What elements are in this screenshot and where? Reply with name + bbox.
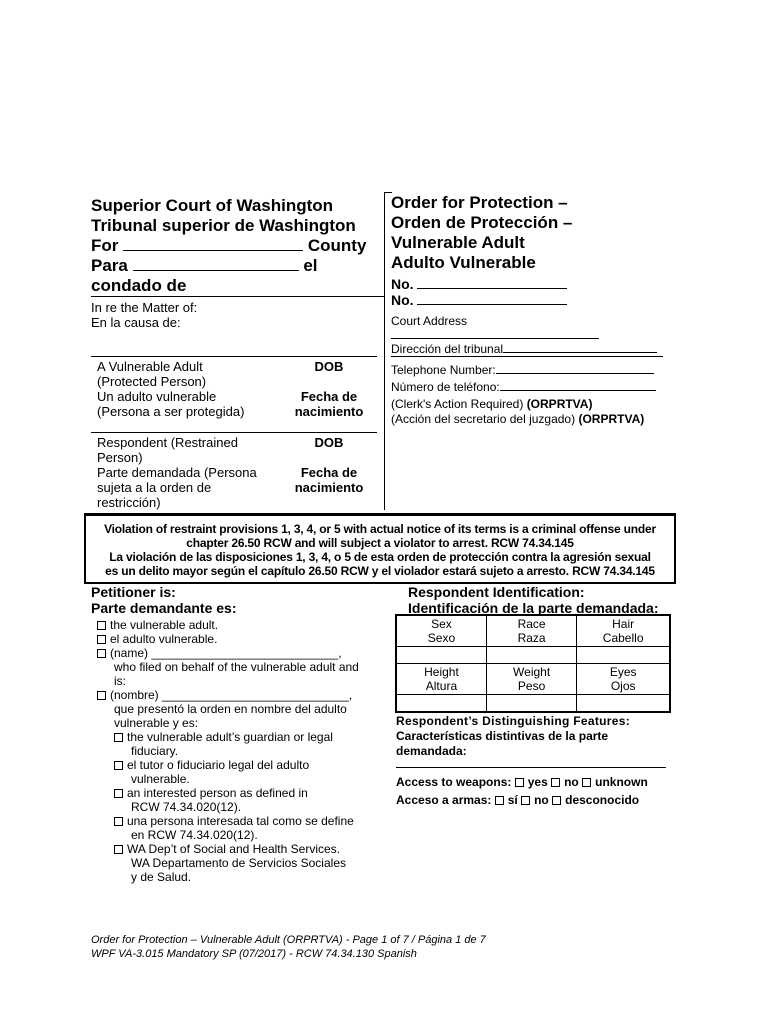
- eyes-value[interactable]: [577, 695, 670, 713]
- respondent-id-title: [408, 584, 659, 616]
- sub-option-interested[interactable]: an interested person as defined in: [97, 786, 377, 800]
- case-number-es: No.: [391, 292, 567, 308]
- court-line-2: Tribunal superior de Washington: [91, 216, 356, 235]
- header-divider: [384, 192, 385, 510]
- warning-l3: La violación de las disposiciones 1, 3, 4, o 5 de esta orden de protección contra la agresión sexual: [109, 550, 651, 564]
- sub-option-dshs[interactable]: WA Dep’t of Social and Health Services.: [97, 842, 377, 856]
- table-row: [396, 615, 670, 647]
- checkbox-icon[interactable]: [114, 789, 123, 798]
- warning-l1: Violation of restraint provisions 1, 3, 4, or 5 with actual notice of its terms is a criminal offense under: [104, 522, 656, 536]
- petitioner-options: [97, 618, 377, 884]
- footer-line-2: WPF VA-3.015 Mandatory SP (07/2017) - RCW 74.34.130 Spanish: [91, 948, 417, 960]
- protected-l4: (Persona a ser protegida): [97, 404, 245, 419]
- case-number-block: [391, 276, 567, 308]
- weight-value[interactable]: [486, 695, 576, 713]
- sex-cell: Sex Sexo: [396, 615, 486, 647]
- table-row: [396, 647, 670, 664]
- sub-option-dshs-es-cont: y de Salud.: [131, 870, 192, 884]
- court-line-3: For County: [91, 236, 367, 255]
- checkbox-icon[interactable]: [114, 845, 123, 854]
- respondent-id-table: [395, 614, 671, 713]
- protected-l3: Un adulto vulnerable: [97, 389, 217, 404]
- checkbox-icon[interactable]: [114, 733, 123, 742]
- sub-option-interesada[interactable]: una persona interesada tal como se define: [97, 814, 377, 828]
- order-line-2: Orden de Protección –: [391, 213, 573, 232]
- court-address-line: Court Address: [391, 314, 663, 342]
- protected-person-block: [97, 359, 244, 419]
- page-footer: [91, 933, 486, 961]
- footer-line-1: Order for Protection – Vulnerable Adult (ORPRTVA) - Page 1 of 7 / Página 1 de 7: [91, 934, 486, 946]
- court-heading: [91, 196, 366, 296]
- order-heading: [391, 193, 572, 273]
- warning-text: [86, 522, 674, 578]
- court-line-4: Para el: [91, 256, 318, 275]
- height-cell: Height Altura: [396, 664, 486, 695]
- weapons-es: Acceso a armas: sí no desconocido: [396, 793, 640, 807]
- petitioner-title-es: Parte demandante es:: [91, 600, 237, 616]
- sub-option-guardian[interactable]: the vulnerable adult’s guardian or legal: [97, 730, 377, 744]
- checkbox-icon[interactable]: [495, 796, 504, 805]
- petitioner-option-1-es[interactable]: el adulto vulnerable.: [97, 632, 377, 646]
- table-row: [396, 695, 670, 713]
- protected-dob-label: DOB: [314, 359, 344, 374]
- checkbox-icon[interactable]: [97, 635, 106, 644]
- petitioner-option-2[interactable]: (name) ____________________________,: [97, 646, 377, 660]
- telephone-block: [391, 362, 671, 426]
- sex-value[interactable]: [396, 647, 486, 664]
- distinguishing-features: [396, 714, 666, 759]
- checkbox-icon[interactable]: [114, 761, 123, 770]
- court-address-block: [391, 314, 663, 356]
- checkbox-icon[interactable]: [582, 778, 591, 787]
- protected-l2: (Protected Person): [97, 374, 207, 389]
- matter-label: [91, 300, 197, 330]
- petitioner-option-2-cont: who filed on behalf of the vulnerable adult and: [114, 660, 359, 674]
- court-line-1: Superior Court of Washington: [91, 196, 334, 215]
- clerk-en: (Clerk's Action Required) (ORPRTVA): [391, 397, 593, 411]
- address-extra-rule: [391, 356, 663, 357]
- petitioner-option-2-is: is:: [114, 674, 126, 688]
- respondent-l2: Person): [97, 450, 143, 465]
- checkbox-icon[interactable]: [97, 621, 106, 630]
- respondent-id-title-en: Respondent Identification:: [408, 584, 585, 600]
- order-line-1: Order for Protection –: [391, 193, 568, 212]
- protected-fecha2: nacimiento: [294, 404, 364, 419]
- petitioner-title: [91, 584, 237, 616]
- petitioner-option-2-es[interactable]: (nombre) ____________________________,: [97, 688, 377, 702]
- sub-option-dshs-es: WA Departamento de Servicios Sociales: [131, 856, 346, 870]
- features-es-cont: demandada:: [396, 744, 467, 758]
- order-line-3: Vulnerable Adult: [391, 233, 525, 252]
- protected-top-rule: [91, 356, 377, 357]
- respondent-id-title-es: Identificación de la parte demandada:: [408, 600, 659, 616]
- matter-es: En la causa de:: [91, 315, 181, 330]
- sub-option-tutor[interactable]: el tutor o fiduciario legal del adulto: [97, 758, 377, 772]
- warning-l4: es un delito mayor según el capítulo 26.50 RCW y el violador estará sujeto a arresto. RCW 74.34.145: [105, 564, 655, 578]
- telephone-line: Telephone Number:: [391, 362, 671, 379]
- checkbox-icon[interactable]: [114, 817, 123, 826]
- sub-option-interested-cont: RCW 74.34.020(12).: [131, 800, 242, 814]
- respondent-l3: Parte demandada (Persona: [97, 465, 257, 480]
- hair-cell: Hair Cabello: [577, 615, 670, 647]
- checkbox-icon[interactable]: [552, 796, 561, 805]
- respondent-fecha1: Fecha de: [300, 465, 358, 480]
- respondent-top-rule: [91, 432, 377, 433]
- protected-fecha1: Fecha de: [300, 389, 358, 404]
- warning-l2: chapter 26.50 RCW and will subject a violator to arrest. RCW 74.34.145: [186, 536, 574, 550]
- clerk-es: (Acción del secretario del juzgado) (ORPRTVA): [391, 412, 645, 426]
- checkbox-icon[interactable]: [521, 796, 530, 805]
- checkbox-icon[interactable]: [515, 778, 524, 787]
- petitioner-option-2-es-is: vulnerable y es:: [114, 716, 199, 730]
- features-en: Respondent’s Distinguishing Features:: [396, 714, 631, 728]
- eyes-cell: Eyes Ojos: [577, 664, 670, 695]
- case-number-en: No.: [391, 276, 567, 292]
- warning-box: [84, 513, 676, 584]
- checkbox-icon[interactable]: [97, 691, 106, 700]
- sub-option-tutor-cont: vulnerable.: [131, 772, 190, 786]
- protected-l1: A Vulnerable Adult: [97, 359, 203, 374]
- respondent-fecha2: nacimiento: [294, 480, 364, 495]
- race-cell: Race Raza: [486, 615, 576, 647]
- protected-dob: [286, 359, 372, 419]
- hair-value[interactable]: [577, 647, 670, 664]
- respondent-l4: sujeta a la orden de: [97, 480, 212, 495]
- matter-en: In re the Matter of:: [91, 300, 198, 315]
- respondent-dob: [286, 435, 372, 495]
- respondent-l5: restricción): [97, 495, 161, 510]
- features-es: Características distintivas de la parte: [396, 729, 609, 743]
- weapons-block: [396, 773, 648, 809]
- direccion-line: Dirección del tribunal: [391, 342, 663, 356]
- height-value[interactable]: [396, 695, 486, 713]
- race-value[interactable]: [486, 647, 576, 664]
- respondent-dob-label: DOB: [314, 435, 344, 450]
- matter-top-rule: [91, 296, 384, 297]
- respondent-l1: Respondent (Restrained: [97, 435, 238, 450]
- table-row: [396, 664, 670, 695]
- petitioner-option-2-es-cont: que presentó la orden en nombre del adulto: [114, 702, 347, 716]
- sub-option-interesada-cont: en RCW 74.34.020(12).: [131, 828, 258, 842]
- order-line-4: Adulto Vulnerable: [391, 253, 536, 272]
- numero-line: Número de teléfono:: [391, 379, 671, 396]
- petitioner-option-1[interactable]: the vulnerable adult.: [97, 618, 377, 632]
- features-input-line[interactable]: [396, 767, 666, 768]
- court-line-5: condado de: [91, 276, 187, 295]
- checkbox-icon[interactable]: [97, 649, 106, 658]
- weight-cell: Weight Peso: [486, 664, 576, 695]
- petitioner-title-en: Petitioner is:: [91, 584, 176, 600]
- checkbox-icon[interactable]: [551, 778, 560, 787]
- weapons-en: Access to weapons: yes no unknown: [396, 775, 648, 789]
- respondent-block: [97, 435, 257, 510]
- sub-option-guardian-cont: fiduciary.: [131, 744, 179, 758]
